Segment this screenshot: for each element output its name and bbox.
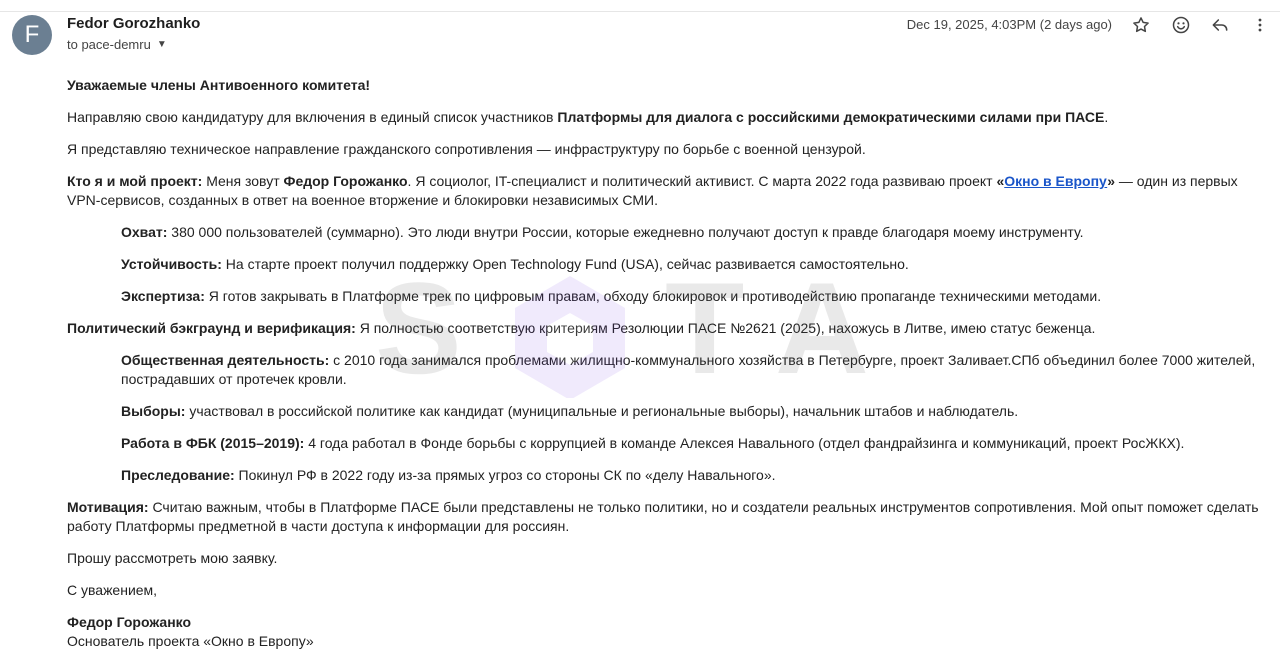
top-divider <box>0 11 1280 12</box>
paragraph-platform: Направляю свою кандидатуру для включения в единый список участников Платформы для диалога с российскими демократическими силами при ПАСЕ. <box>67 109 1109 125</box>
svg-text:T: T <box>665 268 745 398</box>
paragraph-background: Политический бэкграунд и верификация: Я полностью соответствую критериям Резолюции ПАСЕ №2621 (2025), нахожусь в Литве, имею статус беженца. <box>67 320 1096 336</box>
star-icon[interactable] <box>1128 12 1154 38</box>
more-vert-icon[interactable] <box>1247 12 1273 38</box>
paragraph-direction: Я представляю техническое направление гражданского сопротивления — инфраструктуру по борьбе с военной цензурой. <box>67 141 866 157</box>
chevron-down-icon[interactable]: ▼ <box>156 39 167 50</box>
svg-text:A: A <box>775 268 869 398</box>
project-link[interactable]: Окно в Европу <box>1004 173 1108 189</box>
project-list <box>121 223 1267 306</box>
list-item: Охват: 380 000 пользователей (суммарно). Это люди внутри России, которые ежедневно получают доступ к правде благодаря моему инструменту. <box>121 224 1084 240</box>
sender-name[interactable]: Fedor Gorozhanko <box>67 15 201 32</box>
reply-icon[interactable] <box>1207 12 1233 38</box>
greeting: Уважаемые члены Антивоенного комитета! <box>67 77 371 93</box>
paragraph-motivation: Мотивация: Считаю важным, чтобы в Платформе ПАСЕ были представлены не только политики, но и создатели реальных инструментов сопротивления. Мой опыт поможет сделать работу Платформы предметной в части доступа к информации для россиян. <box>67 499 1259 534</box>
svg-text:S: S <box>375 268 462 398</box>
paragraph-about: Кто я и мой проект: Меня зовут Федор Горожанко. Я социолог, IT-специалист и политический активист. С марта 2022 года развиваю проект «Окно в Европу» — один из первых VPN-сервисов, созданных в ответ на военное вторжение и блокировки независимых СМИ. <box>67 173 1238 208</box>
list-item: Работа в ФБК (2015–2019): 4 года работал в Фонде борьбы с коррупцией в команде Алексея Навального (отдел фандрайзинга и коммуникаций, проект РосЖКХ). <box>121 435 1185 451</box>
list-item: Выборы: участвовал в российской политике как кандидат (муниципальные и региональные выборы), начальник штабов и наблюдатель. <box>121 403 1019 419</box>
signature-title: Основатель проекта «Окно в Европу» <box>67 633 314 649</box>
emoji-icon[interactable] <box>1168 12 1194 38</box>
message-body <box>67 76 1267 651</box>
paragraph-request: Прошу рассмотреть мою заявку. <box>67 550 278 566</box>
list-item: Общественная деятельность: с 2010 года занимался проблемами жилищно-коммунального хозяйства в Петербурге, проект Заливает.СПб объединил более 7000 жителей, пострадавших от протечек кровли. <box>121 352 1256 387</box>
signature-name: Федор Горожанко <box>67 614 192 630</box>
list-item: Экспертиза: Я готов закрывать в Платформе трек по цифровым правам, обходу блокировок и противодействию пропаганде техническими методами. <box>121 288 1102 304</box>
message-date: Dec 19, 2025, 4:03PM (2 days ago) <box>906 17 1112 32</box>
list-item: Устойчивость: На старте проект получил поддержку Open Technology Fund (USA), сейчас развивается самостоятельно. <box>121 256 909 272</box>
avatar[interactable]: F <box>12 15 52 55</box>
recipient-line <box>67 37 167 52</box>
background-list <box>121 351 1267 485</box>
closing: С уважением, <box>67 582 158 598</box>
list-item: Преследование: Покинул РФ в 2022 году из-за прямых угроз со стороны СК по «делу Навального». <box>121 467 776 483</box>
recipient-label: to pace-demru <box>67 37 151 52</box>
